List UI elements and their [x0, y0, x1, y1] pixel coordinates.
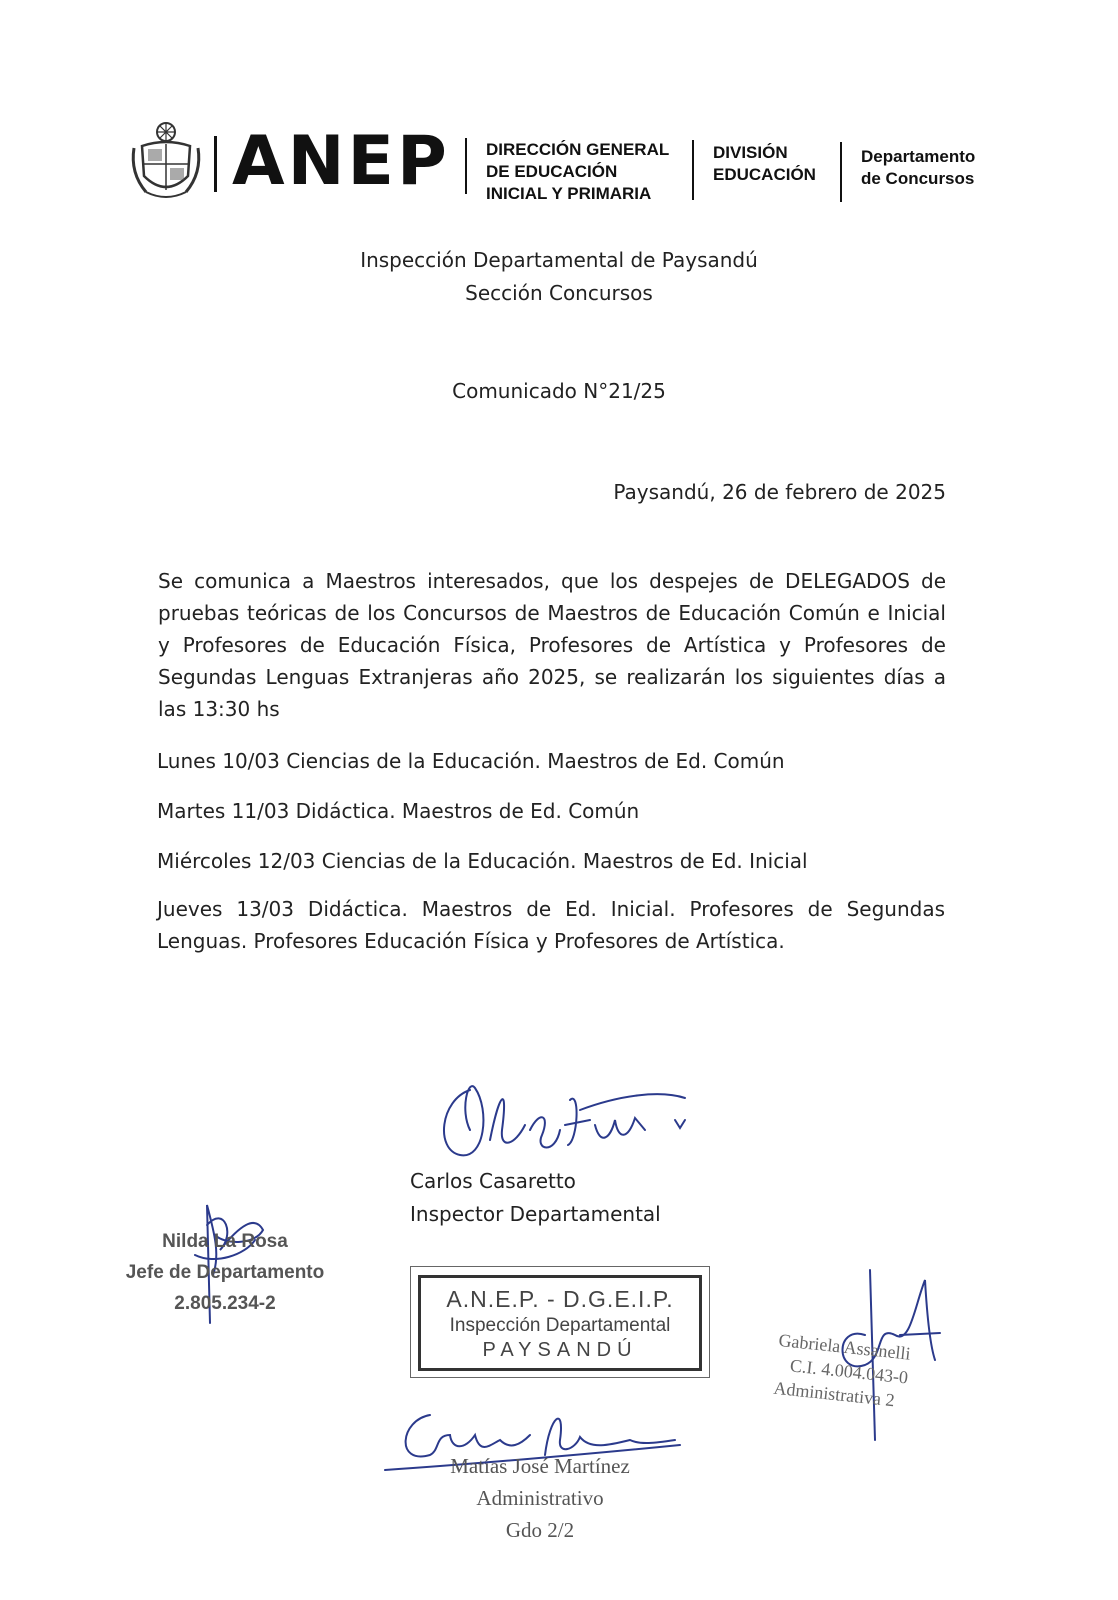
signatory-name: Gabriela Assanelli: [777, 1329, 912, 1364]
dgeip-label: DIRECCIÓN GENERAL DE EDUCACIÓN INICIAL Y PRIMARIA: [486, 140, 670, 203]
stamp-line: A.N.E.P. - D.G.E.I.P.: [446, 1286, 674, 1312]
stamp-line: PAYSANDÚ: [482, 1339, 638, 1361]
divider: [692, 140, 694, 200]
section-heading: Sección Concursos: [465, 281, 653, 305]
schedule-item: Miércoles 12/03 Ciencias de la Educación. Maestros de Ed. Inicial: [157, 849, 808, 873]
department-label: Departamento de Concursos: [861, 147, 976, 188]
signatory-title: Administrativo: [476, 1486, 604, 1510]
document-date: Paysandú, 26 de febrero de 2025: [613, 480, 946, 504]
department-head-block: [100, 1226, 350, 1319]
stamp-line: Inspección Departamental: [449, 1315, 671, 1336]
anep-logo-text: ANEP: [232, 122, 450, 201]
divider: [465, 138, 467, 194]
communique-number: Comunicado N°21/25: [452, 379, 666, 403]
signatory-grade: Gdo 2/2: [505, 1518, 575, 1542]
signatory-title: Administrativa 2: [772, 1377, 896, 1411]
signatory-id: 2.805.234-2: [174, 1293, 276, 1314]
inspector-signature: [430, 1070, 700, 1180]
divider: [840, 142, 842, 202]
signatory-name: Carlos Casaretto: [410, 1169, 576, 1193]
signatory-name: Matías José Martínez: [450, 1454, 630, 1478]
main-paragraph: Se comunica a Maestros interesados, que los despejes de DELEGADOS de pruebas teóricas de los Concursos de Maestros de Educación Común e Inicial y Profesores de Educación Física, Profesores de Artística y Profesores de Segundas Lenguas Extranjeras año 2025, se realizarán los siguientes días a las 13:30 hs: [158, 569, 946, 721]
official-stamp: [418, 1275, 702, 1371]
signatory-id: C.I. 4.004.043-0: [789, 1355, 910, 1388]
coat-of-arms-icon: [128, 118, 204, 204]
division-label: DIVISIÓN EDUCACIÓN: [713, 143, 816, 184]
administrative-block: [410, 1450, 670, 1546]
inspection-heading: Inspección Departamental de Paysandú: [360, 248, 758, 272]
signatory-name: Nilda La Rosa: [162, 1231, 288, 1252]
schedule-item: Martes 11/03 Didáctica. Maestros de Ed. Común: [157, 799, 640, 823]
signatory-title: Jefe de Departamento: [125, 1262, 325, 1283]
inspector-signature-block: [410, 1165, 690, 1231]
signatory-title: Inspector Departamental: [410, 1202, 661, 1226]
schedule-item: Jueves 13/03 Didáctica. Maestros de Ed. Inicial. Profesores de Segundas Lenguas. Profesores Educación Física y Profesores de Artística.: [157, 897, 945, 953]
divider: [214, 136, 217, 192]
schedule-item: Lunes 10/03 Ciencias de la Educación. Maestros de Ed. Común: [157, 749, 785, 773]
